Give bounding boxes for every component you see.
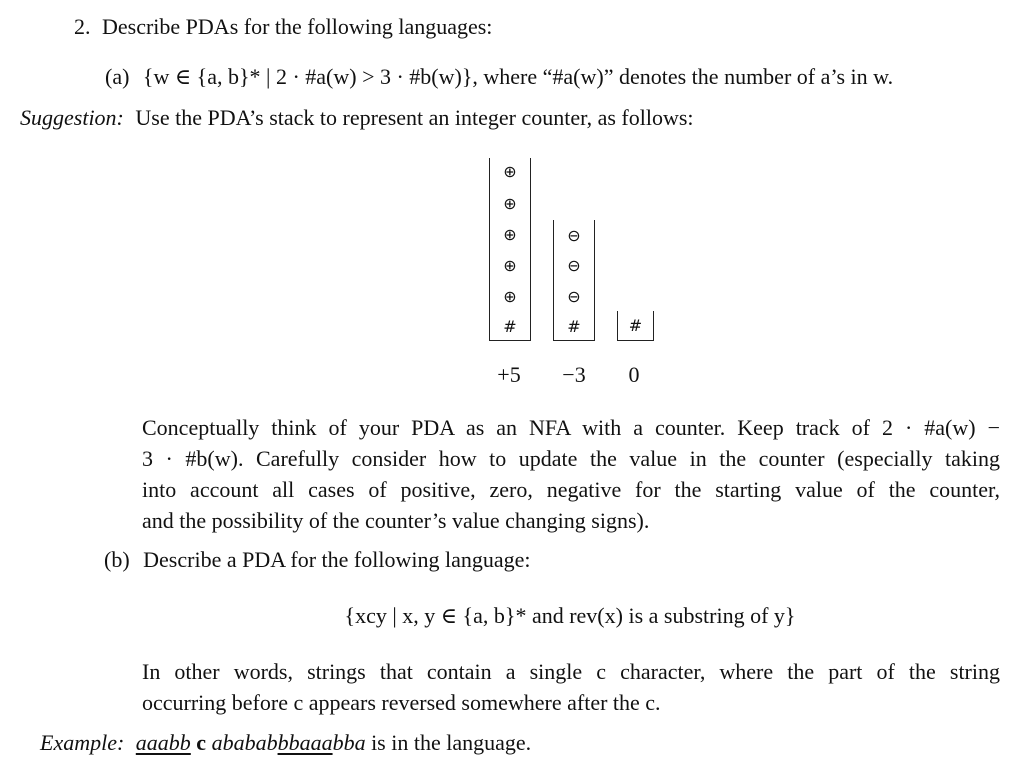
problem-number: 2. [74, 14, 91, 39]
stack-cell-plus: ⊕ [503, 194, 517, 213]
stack-cell-plus: ⊕ [503, 287, 517, 306]
suggestion-text: Use the PDA’s stack to represent an integer counter, as follows: [135, 105, 694, 130]
example-y-pre: ababab [211, 730, 278, 755]
stack-value-zero: 0 [628, 362, 640, 387]
example-x: aaabb [135, 730, 191, 755]
stack-cell-minus: ⊖ [567, 256, 581, 275]
part-b-language-text: {xcy | x, y ∈ {a, b}* and rev(x) is a substring of y} [344, 603, 796, 628]
paragraph-line: Conceptually think of your PDA as an NFA with a counter. Keep track of 2 · #a(w) − [142, 415, 1000, 440]
paragraph-line: 3 · #b(w). Carefully consider how to update the value in the counter (especially taking [142, 446, 1000, 471]
example-label: Example: [40, 730, 125, 755]
stack-positive [489, 158, 531, 341]
part-b-statement [104, 546, 531, 574]
paragraph-line: and the possibility of the counter’s value changing signs). [142, 508, 650, 533]
example-y-match: bbaaa [277, 730, 333, 755]
part-a-label: (a) [105, 64, 130, 89]
part-a-statement [105, 63, 893, 91]
example-string [136, 730, 366, 755]
stack-cell-plus: ⊕ [503, 225, 517, 244]
part-b-paragraph [142, 656, 1000, 718]
part-b-language [0, 602, 1024, 630]
stack-negative [553, 220, 595, 341]
part-b-label: (b) [104, 547, 130, 572]
part-a-paragraph [142, 412, 1000, 536]
paragraph-line: occurring before c appears reversed somewhere after the c. [142, 690, 661, 715]
stack-cell-minus: ⊖ [567, 287, 581, 306]
suggestion [20, 104, 694, 132]
part-a-language: {w ∈ {a, b}* | 2 · #a(w) > 3 · #b(w)}, where “#a(w)” denotes the number of a’s in w. [142, 64, 894, 89]
stack-value-negative: −3 [562, 362, 586, 387]
example-y-post: bba [332, 730, 366, 755]
stack-cell-bottom: # [628, 316, 643, 335]
problem-header [74, 13, 492, 41]
stack-cell-bottom: # [567, 317, 581, 336]
problem-intro: Describe PDAs for the following languages: [102, 14, 493, 39]
stack-cell-bottom: # [503, 317, 517, 336]
suggestion-label: Suggestion: [20, 105, 124, 130]
example-c: c [196, 730, 207, 755]
paragraph-line: In other words, strings that contain a single c character, where the part of the string [142, 659, 1000, 684]
stack-value-positive: +5 [497, 362, 521, 387]
stack-cell-plus: ⊕ [503, 162, 517, 181]
part-b-intro: Describe a PDA for the following language: [143, 547, 531, 572]
stack-zero [617, 311, 654, 341]
example-suffix: is in the language. [371, 730, 532, 755]
stack-cell-minus: ⊖ [567, 226, 581, 245]
stack-cell-plus: ⊕ [503, 256, 517, 275]
example [40, 729, 531, 757]
paragraph-line: into account all cases of positive, zero, negative for the starting value of the counter, [142, 477, 1000, 502]
